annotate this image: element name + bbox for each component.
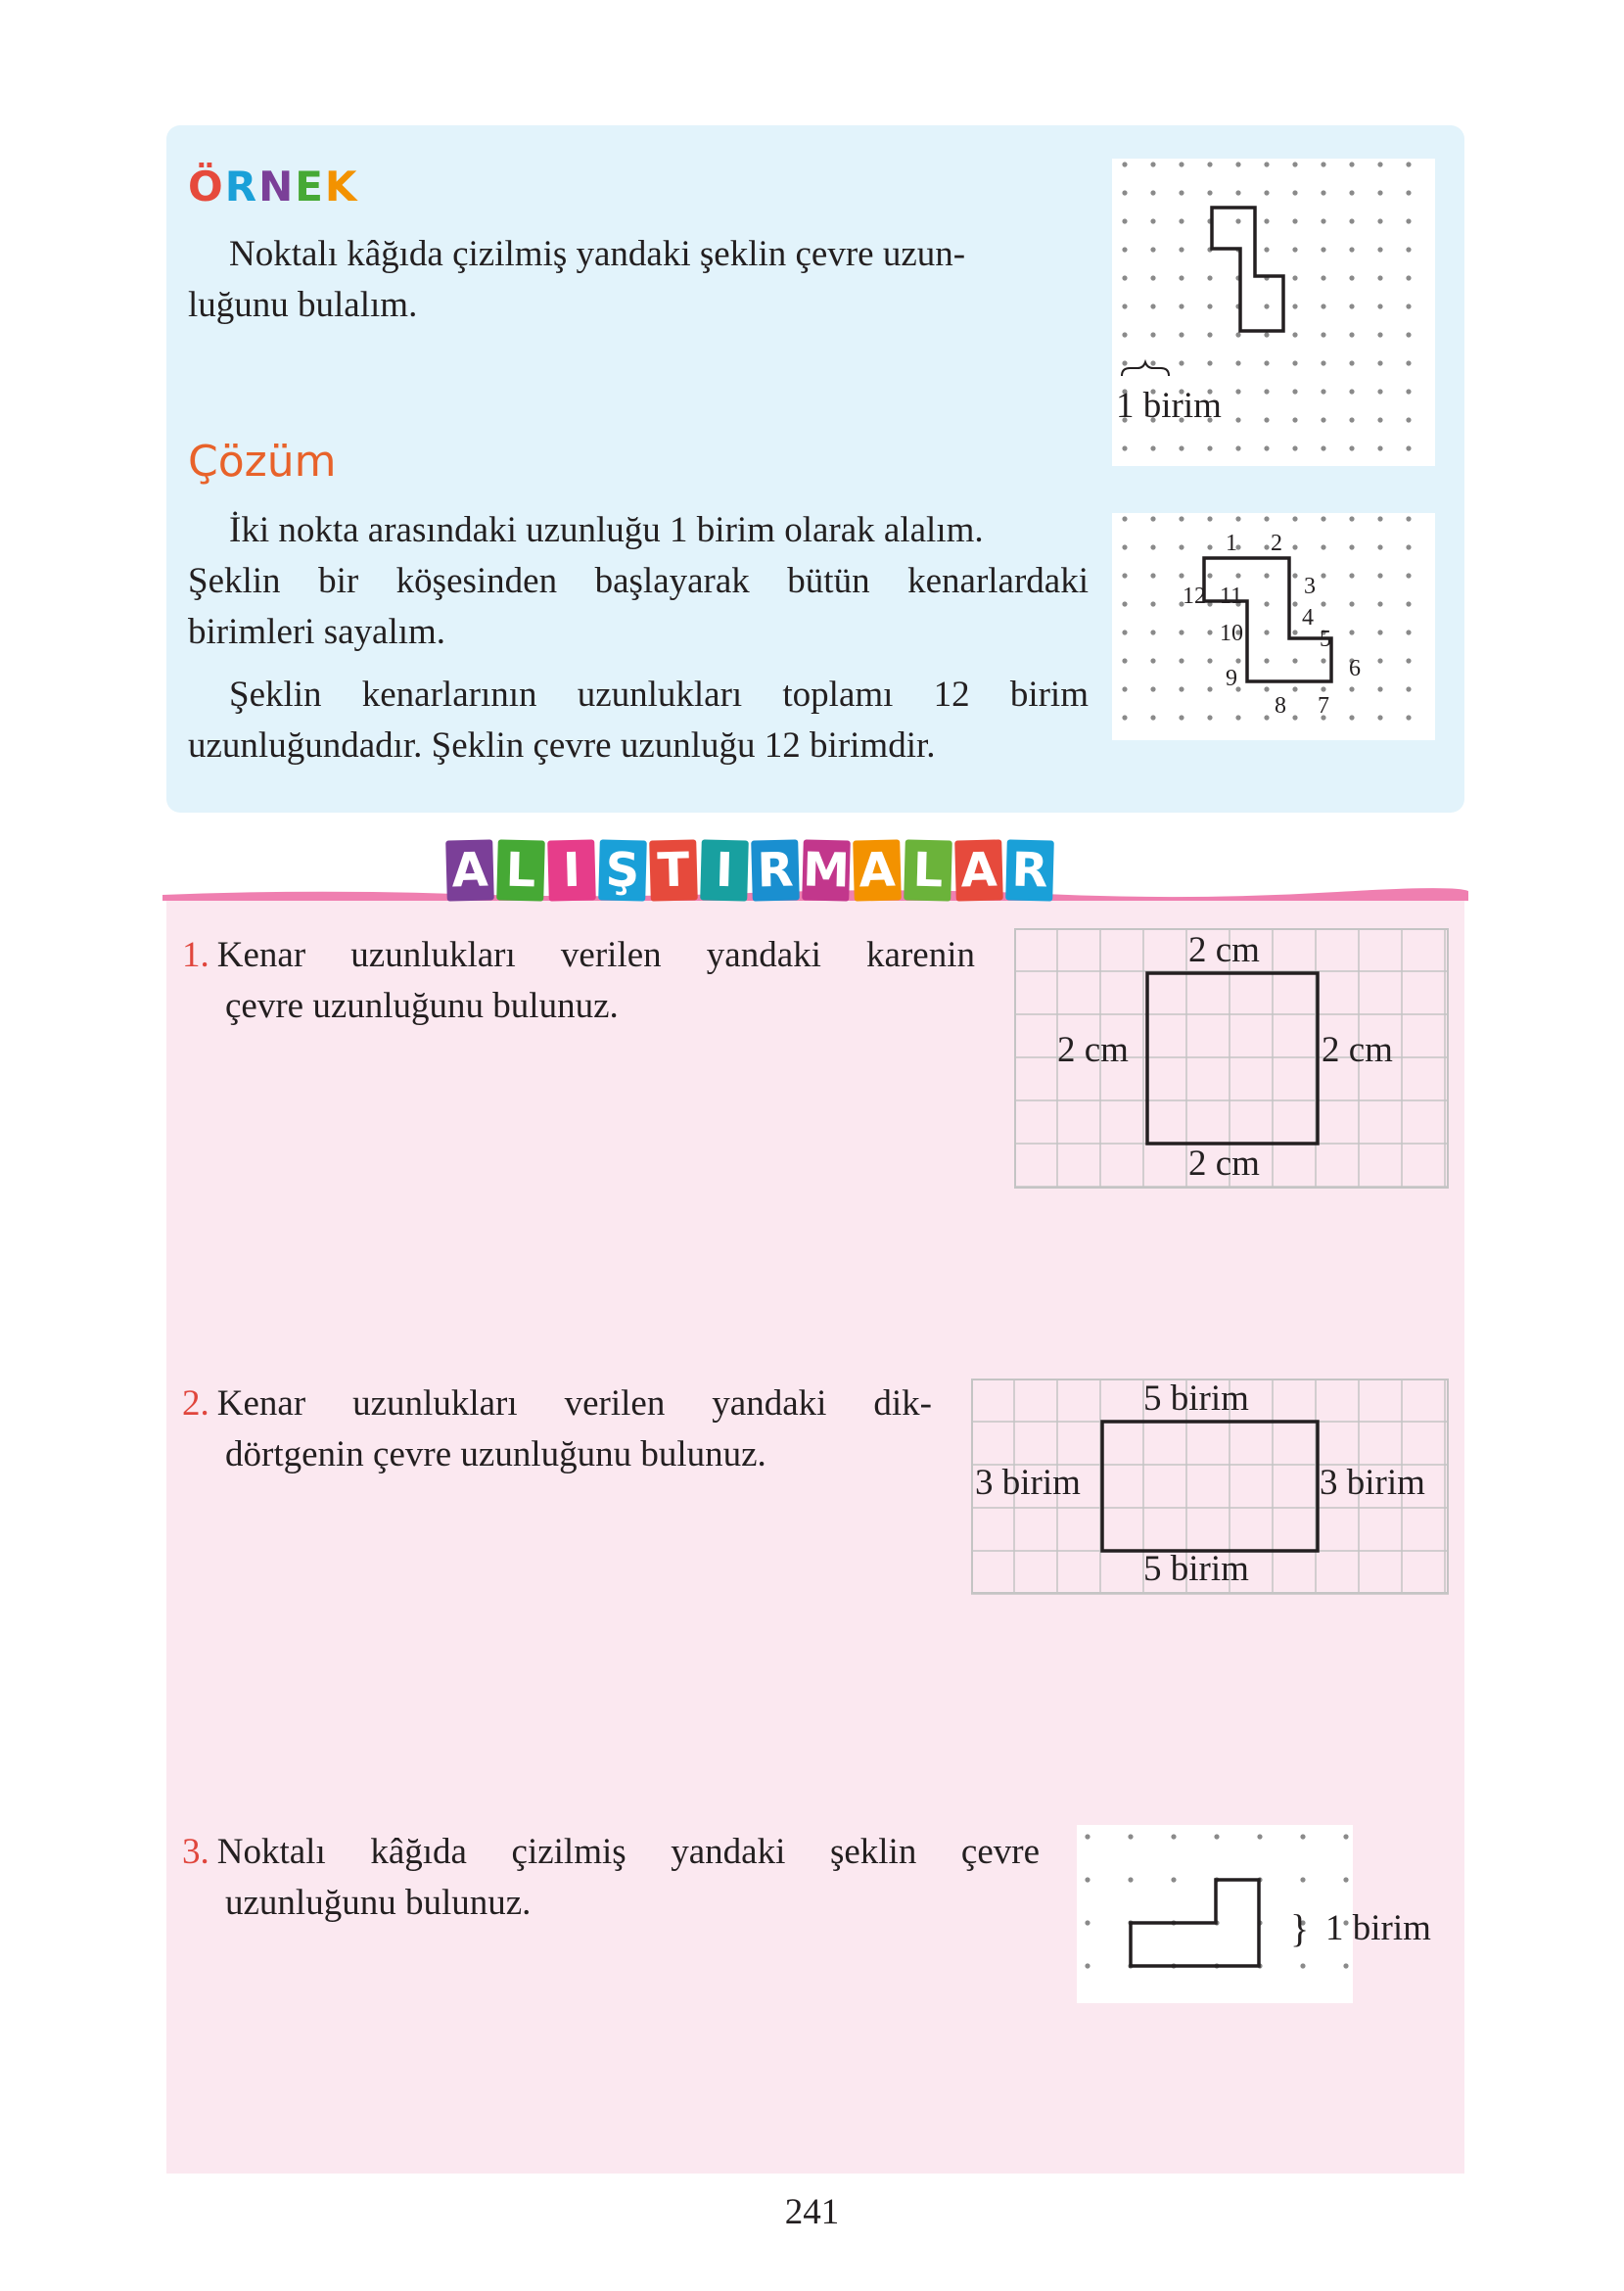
exercise-2-line1: Kenar uzunlukları verilen yandaki dik- [216, 1383, 932, 1424]
solution-p1-line3: birimleri sayalım. [188, 612, 446, 652]
grid-dot [1264, 544, 1269, 549]
grid-dot [1349, 601, 1354, 606]
square-shape [1147, 973, 1318, 1144]
grid-dot [1150, 445, 1155, 450]
grid-dot [1343, 1877, 1348, 1882]
example-heading [188, 163, 358, 210]
grid-dot [1179, 516, 1183, 521]
grid-dot [1150, 544, 1155, 549]
grid-dot [1321, 686, 1325, 691]
grid-dot [1343, 1834, 1348, 1839]
grid-dot [1349, 304, 1354, 308]
grid-dot [1377, 686, 1382, 691]
grid-dot [1321, 516, 1325, 521]
title-letter-tile: A [445, 839, 494, 901]
grid-dot [1349, 573, 1354, 578]
grid-dot [1292, 544, 1297, 549]
grid-dot [1264, 162, 1269, 166]
grid-dot [1377, 190, 1382, 195]
edge-number: 1 [1226, 531, 1237, 556]
title-letter-tile: Ş [598, 839, 647, 901]
edge-number: 4 [1302, 605, 1314, 631]
exercises-title [446, 840, 1053, 901]
exercise-3-number: 3. [182, 1832, 209, 1872]
grid-dot [1085, 1877, 1090, 1882]
grid-dot [1150, 573, 1155, 578]
solution-p1-line2: Şeklin bir köşesinden başlayarak bütün kenarlardaki [188, 561, 1089, 601]
edge-number: 11 [1220, 584, 1243, 609]
grid-dot [1264, 658, 1269, 663]
grid-dot [1406, 544, 1411, 549]
grid-dot [1150, 190, 1155, 195]
exercise-1-label-left: 2 cm [1057, 1030, 1129, 1070]
exercise-2-line2: dörtgenin çevre uzunluğunu bulunuz. [225, 1434, 766, 1474]
grid-dot [1264, 573, 1269, 578]
grid-dot [1292, 162, 1297, 166]
title-letter-tile: A [853, 839, 902, 901]
grid-dot [1235, 658, 1240, 663]
exercise-1-label-right: 2 cm [1322, 1030, 1393, 1070]
example-question-line2: luğunu bulalım. [188, 285, 418, 325]
grid-dot [1321, 275, 1325, 280]
grid-dot [1207, 360, 1212, 365]
example-heading-letter: E [295, 163, 325, 210]
example-heading-letter: R [224, 163, 259, 210]
grid-dot [1150, 275, 1155, 280]
example-shape [1212, 208, 1283, 331]
grid-dot [1300, 1963, 1305, 1968]
grid-dot [1349, 630, 1354, 634]
grid-dot [1377, 544, 1382, 549]
grid-dot [1406, 162, 1411, 166]
brace-icon: } [1290, 1906, 1310, 1950]
grid-dot [1235, 417, 1240, 422]
grid-dot [1150, 304, 1155, 308]
solution-text [188, 505, 1089, 771]
grid-dot [1292, 630, 1297, 634]
grid-dot [1085, 1963, 1090, 1968]
grid-dot [1321, 544, 1325, 549]
solution-p1-line1: İki nokta arasındaki uzunluğu 1 birim olarak alalım. [229, 510, 984, 550]
grid-dot [1179, 218, 1183, 223]
grid-dot [1150, 162, 1155, 166]
grid-dot [1406, 445, 1411, 450]
grid-dot [1235, 573, 1240, 578]
grid-dot [1292, 190, 1297, 195]
grid-dot [1321, 247, 1325, 252]
exercise-3-line2: uzunluğunu bulunuz. [225, 1883, 532, 1923]
grid-dot [1321, 360, 1325, 365]
grid-dot [1292, 715, 1297, 720]
grid-dot [1406, 360, 1411, 365]
grid-dot [1349, 247, 1354, 252]
grid-dot [1122, 715, 1127, 720]
grid-dot [1207, 304, 1212, 308]
grid-dot [1321, 601, 1325, 606]
solution-p2-line1: Şeklin kenarlarının uzunlukları toplamı 12 birim [229, 675, 1089, 715]
grid-dot [1150, 218, 1155, 223]
grid-dot [1122, 630, 1127, 634]
edge-number: 7 [1318, 693, 1329, 719]
grid-dot [1349, 162, 1354, 166]
exercise-3-unit-label: 1 birim [1325, 1908, 1431, 1948]
grid-dot [1321, 190, 1325, 195]
grid-dot [1377, 247, 1382, 252]
grid-dot [1349, 445, 1354, 450]
grid-dot [1377, 275, 1382, 280]
grid-dot [1207, 573, 1212, 578]
grid-dot [1150, 715, 1155, 720]
exercise-2-label-right: 3 birim [1320, 1463, 1425, 1503]
grid-dot [1264, 601, 1269, 606]
grid-dot [1179, 247, 1183, 252]
grid-dot [1171, 1877, 1176, 1882]
exercise-1 [182, 930, 975, 1032]
grid-dot [1300, 1877, 1305, 1882]
grid-dot [1406, 630, 1411, 634]
grid-dot [1292, 304, 1297, 308]
grid-dot [1321, 304, 1325, 308]
grid-dot [1343, 1963, 1348, 1968]
grid-dot [1122, 190, 1127, 195]
grid-dot [1150, 630, 1155, 634]
grid-dot [1122, 601, 1127, 606]
grid-dot [1214, 1834, 1219, 1839]
grid-dot [1349, 389, 1354, 394]
grid-dot [1171, 1834, 1176, 1839]
solution-dot-figure [1112, 513, 1435, 740]
grid-dot [1264, 630, 1269, 634]
grid-dot [1179, 630, 1183, 634]
grid-dot [1377, 658, 1382, 663]
grid-dot [1235, 389, 1240, 394]
grid-dot [1150, 686, 1155, 691]
edge-number: 9 [1226, 666, 1237, 691]
title-letter-tile: R [751, 839, 800, 901]
exercise-1-label-bottom: 2 cm [1188, 1144, 1260, 1184]
grid-dot [1292, 573, 1297, 578]
grid-dot [1406, 516, 1411, 521]
grid-dot [1377, 573, 1382, 578]
grid-dot [1406, 686, 1411, 691]
grid-dot [1128, 1877, 1133, 1882]
exercise-3-dot-figure [1077, 1825, 1353, 2003]
grid-dot [1179, 573, 1183, 578]
grid-dot [1207, 686, 1212, 691]
grid-dot [1321, 218, 1325, 223]
grid-dot [1207, 190, 1212, 195]
edge-number: 3 [1304, 574, 1316, 599]
grid-dot [1292, 658, 1297, 663]
grid-dot [1179, 332, 1183, 337]
grid-dot [1207, 332, 1212, 337]
edge-number: 8 [1275, 693, 1286, 719]
exercise-1-number: 1. [182, 935, 209, 975]
rectangle-shape [1102, 1422, 1318, 1551]
solution-heading: Çözüm [188, 437, 337, 487]
grid-dot [1264, 445, 1269, 450]
grid-dot [1264, 516, 1269, 521]
exercise-3 [182, 1827, 1040, 1929]
grid-dot [1235, 360, 1240, 365]
edge-number: 12 [1183, 584, 1206, 609]
grid-dot [1122, 162, 1127, 166]
grid-dot [1377, 218, 1382, 223]
grid-dot [1150, 332, 1155, 337]
grid-dot [1179, 544, 1183, 549]
exercise-3-shape-outline [1131, 1880, 1259, 1966]
grid-dot [1406, 190, 1411, 195]
example-heading-letter: K [324, 163, 359, 210]
grid-dot [1207, 630, 1212, 634]
exercise-1-line2: çevre uzunluğunu bulunuz. [225, 986, 619, 1026]
grid-dot [1264, 190, 1269, 195]
exercise-2-figure [971, 1379, 1449, 1596]
grid-dot [1264, 686, 1269, 691]
grid-dot [1377, 516, 1382, 521]
grid-dot [1122, 658, 1127, 663]
grid-dot [1264, 218, 1269, 223]
grid-dot [1406, 218, 1411, 223]
grid-dot [1349, 332, 1354, 337]
grid-dot [1321, 332, 1325, 337]
edge-number: 6 [1349, 656, 1361, 681]
grid-dot [1377, 630, 1382, 634]
grid-dot [1264, 247, 1269, 252]
exercise-2-label-top: 5 birim [1143, 1379, 1249, 1419]
grid-dot [1179, 715, 1183, 720]
grid-dot [1207, 516, 1212, 521]
example-dot-figure [1112, 159, 1435, 466]
grid-dot [1292, 417, 1297, 422]
grid-dot [1122, 445, 1127, 450]
grid-dot [1406, 573, 1411, 578]
grid-dot [1321, 417, 1325, 422]
grid-dot [1150, 516, 1155, 521]
title-letter-tile: L [496, 839, 545, 901]
grid-dot [1235, 332, 1240, 337]
grid-dot [1207, 275, 1212, 280]
brace-icon [1122, 362, 1169, 376]
grid-dot [1264, 304, 1269, 308]
title-letter-tile: I [547, 839, 596, 901]
grid-dot [1377, 389, 1382, 394]
grid-dot [1179, 360, 1183, 365]
grid-dot [1235, 715, 1240, 720]
grid-dot [1235, 218, 1240, 223]
grid-dot [1349, 544, 1354, 549]
exercise-2 [182, 1379, 932, 1480]
grid-dot [1349, 275, 1354, 280]
title-letter-tile: R [1005, 839, 1054, 901]
grid-dot [1179, 275, 1183, 280]
exercise-1-line1: Kenar uzunlukları verilen yandaki karenin [216, 935, 975, 975]
title-letter-tile: M [802, 839, 851, 901]
grid-dot [1179, 162, 1183, 166]
grid-dot [1406, 715, 1411, 720]
grid-dot [1122, 516, 1127, 521]
grid-dot [1128, 1834, 1133, 1839]
grid-dot [1122, 544, 1127, 549]
grid-dot [1264, 332, 1269, 337]
grid-dot [1085, 1834, 1090, 1839]
grid-dot [1264, 389, 1269, 394]
grid-dot [1235, 162, 1240, 166]
example-question [188, 229, 1089, 331]
example-question-line1: Noktalı kâğıda çizilmiş yandaki şeklin çevre uzun- [229, 234, 966, 274]
grid-dot [1292, 445, 1297, 450]
grid-dot [1179, 445, 1183, 450]
grid-dot [1377, 601, 1382, 606]
grid-dot [1321, 573, 1325, 578]
grid-dot [1377, 715, 1382, 720]
grid-dot [1292, 389, 1297, 394]
grid-dot [1406, 332, 1411, 337]
grid-dot [1122, 332, 1127, 337]
grid-dot [1235, 516, 1240, 521]
grid-dot [1349, 360, 1354, 365]
example-shape-outline [1212, 208, 1283, 331]
example-heading-letter: N [258, 163, 296, 210]
grid-dot [1292, 601, 1297, 606]
grid-dot [1292, 332, 1297, 337]
title-letter-tile: A [954, 839, 1003, 901]
grid-dot [1264, 715, 1269, 720]
grid-dot [1321, 445, 1325, 450]
grid-dot [1377, 360, 1382, 365]
grid-dot [1300, 1834, 1305, 1839]
exercise-2-number: 2. [182, 1383, 209, 1424]
grid-dot [1122, 275, 1127, 280]
grid-dot [1321, 658, 1325, 663]
edge-number: 2 [1271, 531, 1282, 556]
exercise-1-label-top: 2 cm [1188, 930, 1260, 970]
grid-dot [1207, 658, 1212, 663]
grid-dot [1235, 190, 1240, 195]
grid-dot [1207, 445, 1212, 450]
example-unit-label: 1 birim [1116, 386, 1222, 426]
grid-dot [1349, 715, 1354, 720]
grid-dot [1292, 686, 1297, 691]
grid-dot [1292, 275, 1297, 280]
grid-dot [1292, 247, 1297, 252]
grid-dot [1406, 601, 1411, 606]
grid-dot [1321, 162, 1325, 166]
grid-dot [1321, 389, 1325, 394]
grid-dot [1122, 686, 1127, 691]
grid-dot [1179, 304, 1183, 308]
grid-dot [1406, 417, 1411, 422]
grid-dot [1122, 218, 1127, 223]
example-heading-letter: Ö [188, 163, 225, 210]
solution-p2-line2: uzunluğundadır. Şeklin çevre uzunluğu 12 birimdir. [188, 725, 936, 766]
grid-dot [1264, 417, 1269, 422]
grid-dot [1122, 360, 1127, 365]
grid-dot [1150, 658, 1155, 663]
grid-dot [1406, 389, 1411, 394]
grid-dot [1179, 190, 1183, 195]
edge-number: 5 [1320, 627, 1331, 652]
title-letter-tile: I [700, 839, 749, 901]
edge-number: 10 [1220, 621, 1243, 646]
grid-dot [1349, 417, 1354, 422]
grid-dot [1179, 658, 1183, 663]
title-letter-tile: L [904, 839, 952, 901]
grid-dot [1292, 360, 1297, 365]
grid-dot [1406, 304, 1411, 308]
grid-dot [1150, 360, 1155, 365]
page-number: 241 [784, 2192, 840, 2232]
grid-dot [1085, 1920, 1090, 1925]
grid-dot [1377, 332, 1382, 337]
grid-dot [1349, 516, 1354, 521]
grid-dot [1406, 247, 1411, 252]
grid-dot [1349, 686, 1354, 691]
grid-dot [1377, 304, 1382, 308]
exercise-3-line1: Noktalı kâğıda çizilmiş yandaki şeklin çevre [216, 1832, 1040, 1872]
grid-dot [1150, 601, 1155, 606]
exercise-2-label-left: 3 birim [975, 1463, 1081, 1503]
grid-dot [1349, 218, 1354, 223]
dot-grid [1122, 516, 1411, 720]
grid-dot [1406, 275, 1411, 280]
grid-dot [1207, 544, 1212, 549]
grid-dot [1235, 445, 1240, 450]
grid-dot [1122, 247, 1127, 252]
grid-dot [1207, 715, 1212, 720]
grid-dot [1406, 658, 1411, 663]
exercise-1-figure [1014, 928, 1449, 1191]
grid-dot [1292, 516, 1297, 521]
grid-dot [1377, 162, 1382, 166]
grid-dot [1257, 1834, 1262, 1839]
title-letter-tile: T [649, 839, 698, 901]
grid-dot [1179, 686, 1183, 691]
grid-dot [1122, 573, 1127, 578]
grid-dot [1207, 162, 1212, 166]
grid-dot [1377, 445, 1382, 450]
grid-dot [1150, 247, 1155, 252]
grid-dot [1377, 417, 1382, 422]
exercise-2-label-bottom: 5 birim [1143, 1549, 1249, 1589]
grid-dot [1292, 218, 1297, 223]
grid-dot [1122, 304, 1127, 308]
grid-dot [1349, 190, 1354, 195]
grid-dot [1264, 360, 1269, 365]
